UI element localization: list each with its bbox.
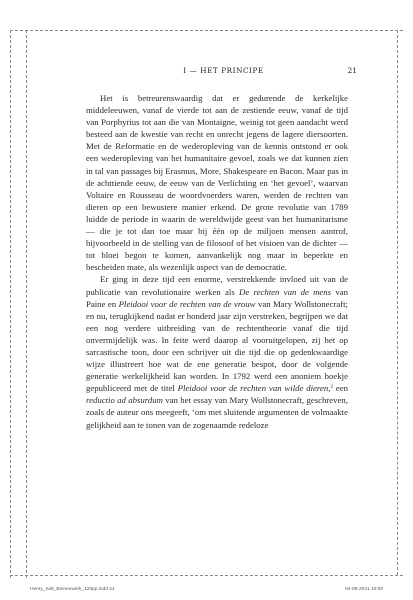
body-text (86, 92, 348, 431)
footnote-marker[interactable]: 2 (330, 385, 333, 391)
paragraph-2-text-3: van Mary Wollstonecraft; en nu, terugkijkend nadat er honderd jaar zijn verstreken, begrijpen we dat een nog verdere uitbreiding van de rechtentheorie vanaf die tijd onvermijdelijk was. In feite werd daarop al vooruitgelopen, zij het op sarcastische toon, door een schrijver uit die tijd die op gedenkwaardige wijze illustreert hoe wat de ene generatie bespot, door de volgende generatie werkelijkheid kan worden. In 1792 werd een anoniem boekje gepubliceerd met de titel (86, 298, 348, 394)
paragraph-2-text-4: een (332, 383, 348, 394)
running-header (90, 66, 357, 78)
slug-filename: Henry_Salt_Binnenwerk_120pp.indd 21 (30, 587, 115, 592)
running-title: I — HET PRINCIPE (183, 66, 264, 75)
paragraph-1: Het is betreurenswaardig dat er gedurende de kerkelijke middeleeuwen, vanaf de vierde tot aan de zestiende eeuw, vanaf de tijd van Porphyrius tot aan die van Montaigne, weinig tot geen aandacht werd besteed aan de kwestie van recht en onrecht jegens de lagere diersoorten. Met de Reformatie en de wederopleving van de kennis ontstond er ook een wederopleving van het humanitaire gevoel, zoals we dat kunnen zien in tal van passages bij Erasmus, More, Shakespeare en Bacon. Maar pas in de achttiende eeuw, de eeuw van de Verlichting en ‘het gevoel’, waarvan Voltaire en Rousseau de woordvoerders waren, werden de rechten van dieren op een bewustere manier erkend. De grote revolutie van 1789 luidde de periode in waarin de wereldwijde geest van het humanitarisme — die je tot dan toe maar bij één op de miljoen mensen aantrof, bijvoorbeeld in de stelling van de filosoof of het visioen van de dichter — tot bloei begon te komen, aanvankelijk nog maar in beperkte en bescheiden mate, als wezenlijk aspect van de democratie. (86, 93, 348, 273)
print-slug (30, 587, 383, 595)
page-number: 21 (347, 66, 357, 75)
title-rights-of-woman: Pleidooi voor de rechten van de vrouw (118, 298, 256, 309)
crop-line-bottom (10, 575, 403, 576)
paragraph-2-text-5: van het essay van Mary Wollstonecraft, geschreven, zoals de auteur ons meegeeft, ‘om met sluitende argumenten de volmaakte gelijkheid aan te tonen van de zogenaamde redeloze (86, 395, 348, 430)
title-rights-of-brutes: Pleidooi voor de rechten van wilde dieren, (177, 383, 331, 394)
reductio-ad-absurdum: reductio ad absurdum (86, 395, 163, 406)
slug-date: 04-08-2021 10:00 (345, 587, 383, 592)
paragraph-2-text-1: Er ging in deze tijd een enorme, verstrekkende invloed uit van de publicatie van revolutionaire werken als (86, 274, 348, 297)
title-rights-of-man: De rechten van de mens (239, 286, 332, 297)
paragraph-2-text-2: van Paine en (86, 286, 348, 309)
paragraph-2 (86, 273, 348, 430)
crop-line-left (10, 30, 11, 578)
